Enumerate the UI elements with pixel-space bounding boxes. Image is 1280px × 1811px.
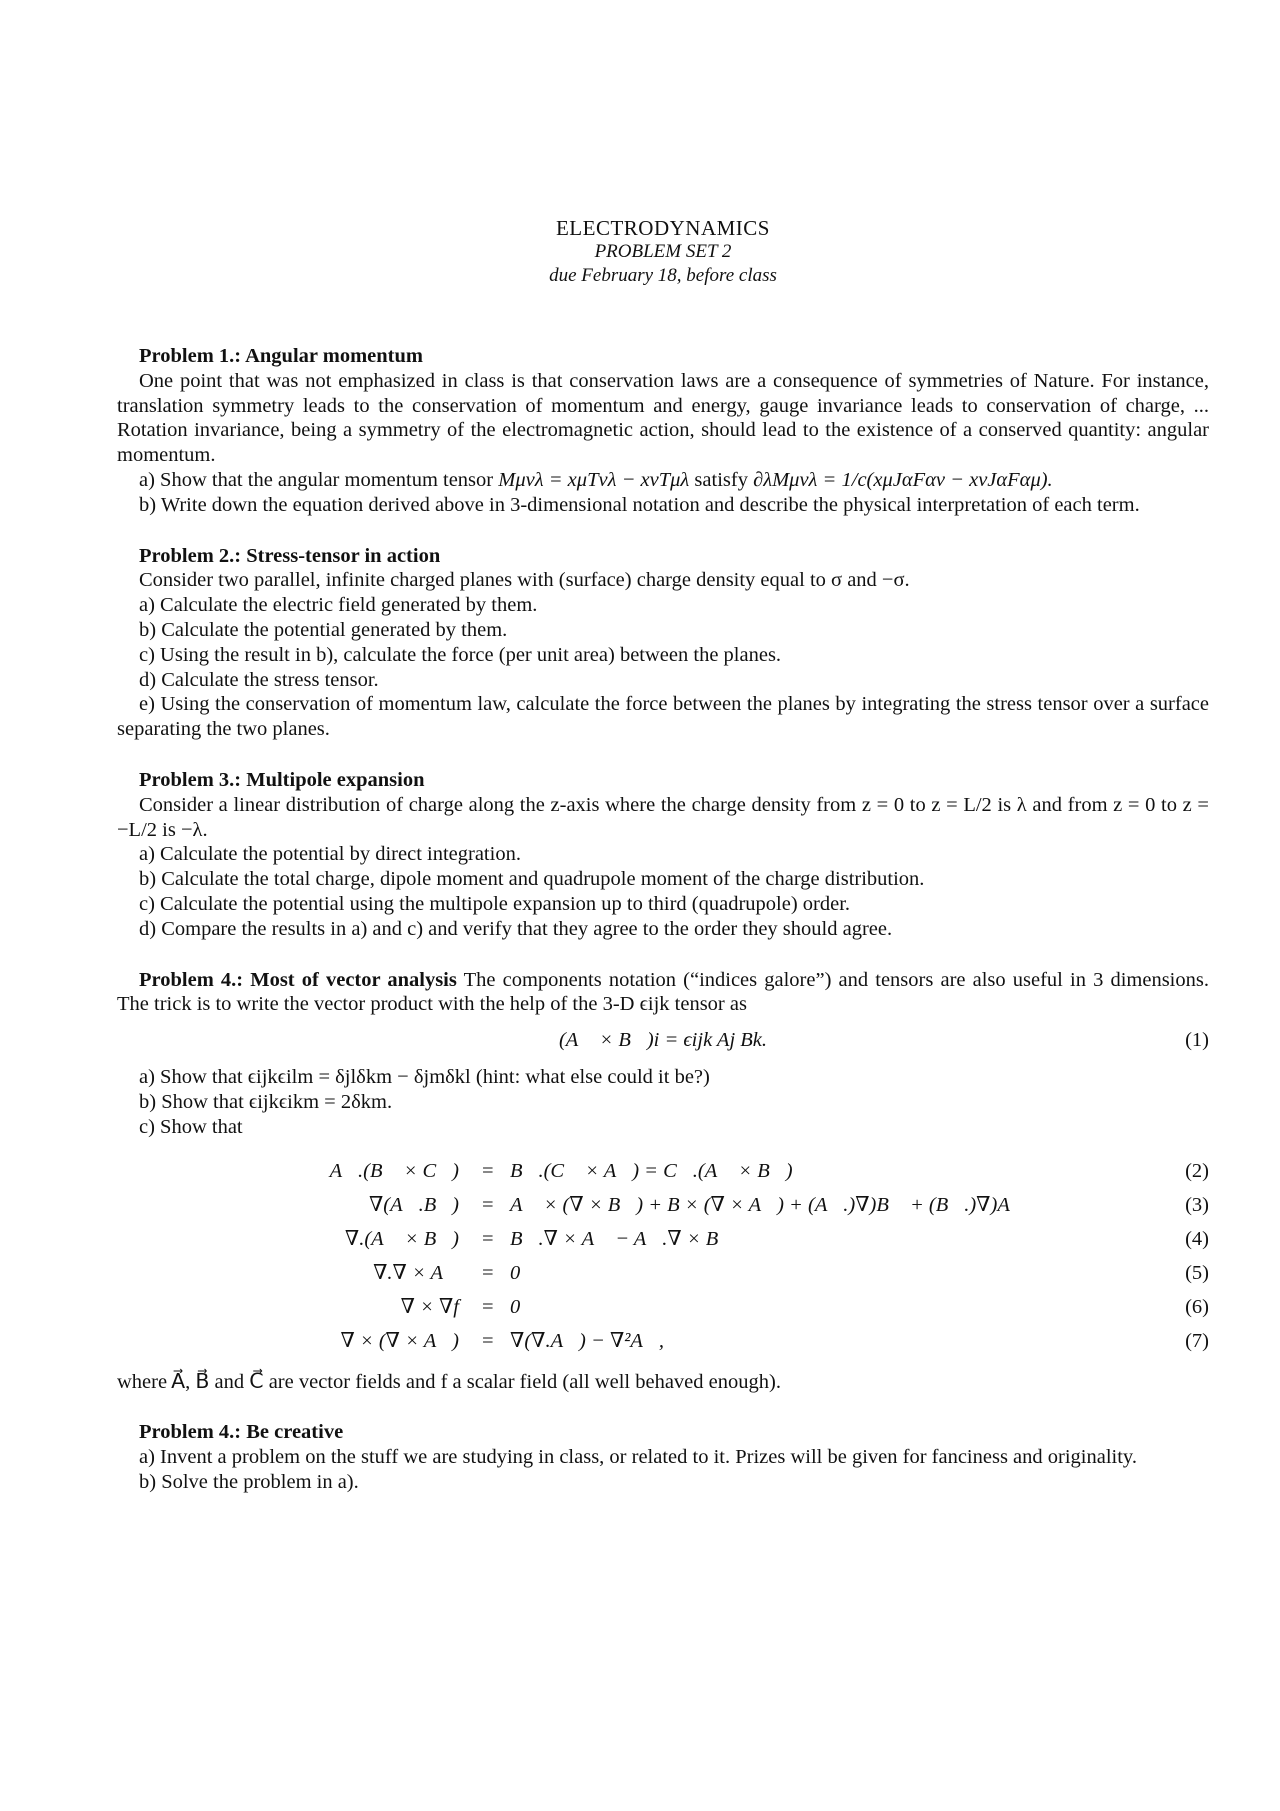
identity-row — [117, 1188, 1209, 1222]
identity-lhs: ∇ × ∇f — [400, 1295, 459, 1318]
problem-5-part-b: b) Solve the problem in a). — [139, 1470, 359, 1493]
conservation-equation: ∂λMμνλ = 1/c(xμJαFαν − xνJαFαμ). — [753, 468, 1053, 491]
identity-equals: = — [482, 1295, 494, 1318]
identity-row — [117, 1154, 1209, 1188]
problem-1 — [117, 344, 1209, 518]
problem-1-part-a-mid: satisfy — [694, 468, 748, 491]
problem-2-part-b: b) Calculate the potential generated by them. — [139, 618, 508, 641]
problem-4-footer: where A⃗, B⃗ and C⃗ are vector fields and f a scalar field (all well behaved enough). — [117, 1370, 781, 1393]
angular-momentum-tensor-equation: Mμνλ = xμTνλ − xνTμλ — [498, 468, 690, 491]
problem-5 — [117, 1420, 1209, 1494]
problem-4 — [117, 968, 1209, 1395]
problem-3-part-d: d) Compare the results in a) and c) and verify that they agree to the order they should agree. — [139, 917, 893, 940]
identity-lhs: ∇(A⃗.B⃗) — [368, 1193, 459, 1216]
identity-rhs: B⃗.(C⃗ × A⃗) = C⃗.(A⃗ × B⃗) — [510, 1159, 793, 1182]
problem-4-part-b: b) Show that ϵijkϵikm = 2δkm. — [139, 1090, 393, 1113]
problem-2-intro: Consider two parallel, infinite charged planes with (surface) charge density equal to σ and −σ. — [139, 569, 910, 592]
identity-equals: = — [482, 1193, 494, 1216]
problem-2-part-e: e) Using the conservation of momentum law, calculate the force between the planes by integrating the stress tensor over a surface separating the two planes. — [117, 693, 1209, 741]
identity-row — [117, 1290, 1209, 1324]
problem-4-title: Problem 4.: Most of vector analysis — [139, 968, 457, 991]
equation-1 — [117, 1025, 1209, 1055]
problem-5-title: Problem 4.: Be creative — [139, 1421, 344, 1444]
problem-2-part-c: c) Using the result in b), calculate the force (per unit area) between the planes. — [139, 643, 782, 666]
identity-row — [117, 1222, 1209, 1256]
identity-number: (6) — [1185, 1295, 1209, 1318]
problem-1-part-a — [117, 468, 1209, 493]
problem-4-intro-paragraph — [117, 968, 1209, 1018]
problem-3-part-b: b) Calculate the total charge, dipole moment and quadrupole moment of the charge distribution. — [139, 868, 925, 891]
identity-rhs: B⃗.∇ × A⃗ − A⃗.∇ × B⃗ — [510, 1227, 735, 1250]
problem-4-part-a: a) Show that ϵijkϵilm = δjlδkm − δjmδkl (hint: what else could it be?) — [139, 1066, 710, 1089]
identity-number: (5) — [1185, 1261, 1209, 1284]
identity-number: (3) — [1185, 1193, 1209, 1216]
vector-identities — [117, 1154, 1209, 1358]
problem-set-label: PROBLEM SET 2 — [594, 241, 732, 262]
identity-number: (7) — [1185, 1329, 1209, 1352]
identity-rhs: 0 — [510, 1261, 521, 1284]
problem-1-part-b: b) Write down the equation derived above in 3-dimensional notation and describe the physical interpretation of each term. — [139, 493, 1140, 516]
identity-rhs: A⃗ × (∇ × B⃗) + B × (∇ × A⃗) + (A⃗.)∇)B⃗ + (B⃗.)∇)A⃗ — [510, 1193, 1026, 1216]
identity-equals: = — [482, 1329, 494, 1352]
problem-3-intro: Consider a linear distribution of charge along the z-axis where the charge density from z = 0 to z = L/2 is λ and from z = 0 to z = −L/2 is −λ. — [117, 793, 1209, 841]
problem-3 — [117, 768, 1209, 942]
equation-1-body: (A⃗ × B⃗)i = ϵijk Aj Bk. — [558, 1029, 768, 1052]
problem-2 — [117, 544, 1209, 742]
problem-3-part-c: c) Calculate the potential using the multipole expansion up to third (quadrupole) order. — [139, 892, 851, 915]
course-title: ELECTRODYNAMICS — [555, 216, 770, 240]
problem-4-part-c: c) Show that — [139, 1115, 243, 1138]
problem-1-part-a-text: a) Show that the angular momentum tensor — [139, 468, 494, 491]
problem-5-part-a: a) Invent a problem on the stuff we are studying in class, or related to it. Prizes will be given for fanciness and originality. — [139, 1446, 1137, 1469]
problem-2-part-a: a) Calculate the electric field generated by them. — [139, 594, 538, 617]
document-content — [117, 216, 1209, 1521]
identity-lhs: ∇ × (∇ × A⃗) — [340, 1329, 459, 1352]
problem-4-intro: The components notation (“indices galore”) and tensors are also useful in 3 dimensions. The trick is to write the vector product with the help of the 3-D ϵijk tensor as — [117, 968, 1209, 1016]
problem-2-title: Problem 2.: Stress-tensor in action — [139, 544, 441, 567]
problem-1-intro: One point that was not emphasized in class is that conservation laws are a consequence of symmetries of Nature. For instance, translation symmetry leads to the conservation of momentum and energy, gauge invariance leads to conservation of charge, ... Rotation invariance, being a symmetry of the electromagnetic action, should lead to the existence of a conserved quantity: angular momentum. — [117, 369, 1209, 467]
identity-number: (4) — [1185, 1227, 1209, 1250]
identity-row — [117, 1256, 1209, 1290]
problem-3-part-a: a) Calculate the potential by direct integration. — [139, 843, 521, 866]
problem-3-title: Problem 3.: Multipole expansion — [139, 768, 425, 791]
identity-row — [117, 1324, 1209, 1358]
identity-lhs: A⃗.(B⃗ × C⃗) — [329, 1159, 459, 1182]
problem-2-part-d: d) Calculate the stress tensor. — [139, 668, 379, 691]
identity-rhs: 0 — [510, 1295, 521, 1318]
identity-equals: = — [482, 1261, 494, 1284]
identity-equals: = — [482, 1227, 494, 1250]
identity-lhs: ∇.(A⃗ × B⃗) — [344, 1227, 459, 1250]
equation-1-number: (1) — [1185, 1029, 1209, 1052]
header — [117, 216, 1209, 288]
identity-rhs: ∇(∇.A⃗) − ∇²A⃗, — [510, 1329, 665, 1352]
problem-1-title: Problem 1.: Angular momentum — [139, 345, 423, 367]
identity-lhs: ∇.∇ × A⃗ — [373, 1261, 459, 1284]
due-date: due February 18, before class — [549, 265, 777, 286]
identity-equals: = — [482, 1159, 494, 1182]
identity-number: (2) — [1185, 1159, 1209, 1182]
